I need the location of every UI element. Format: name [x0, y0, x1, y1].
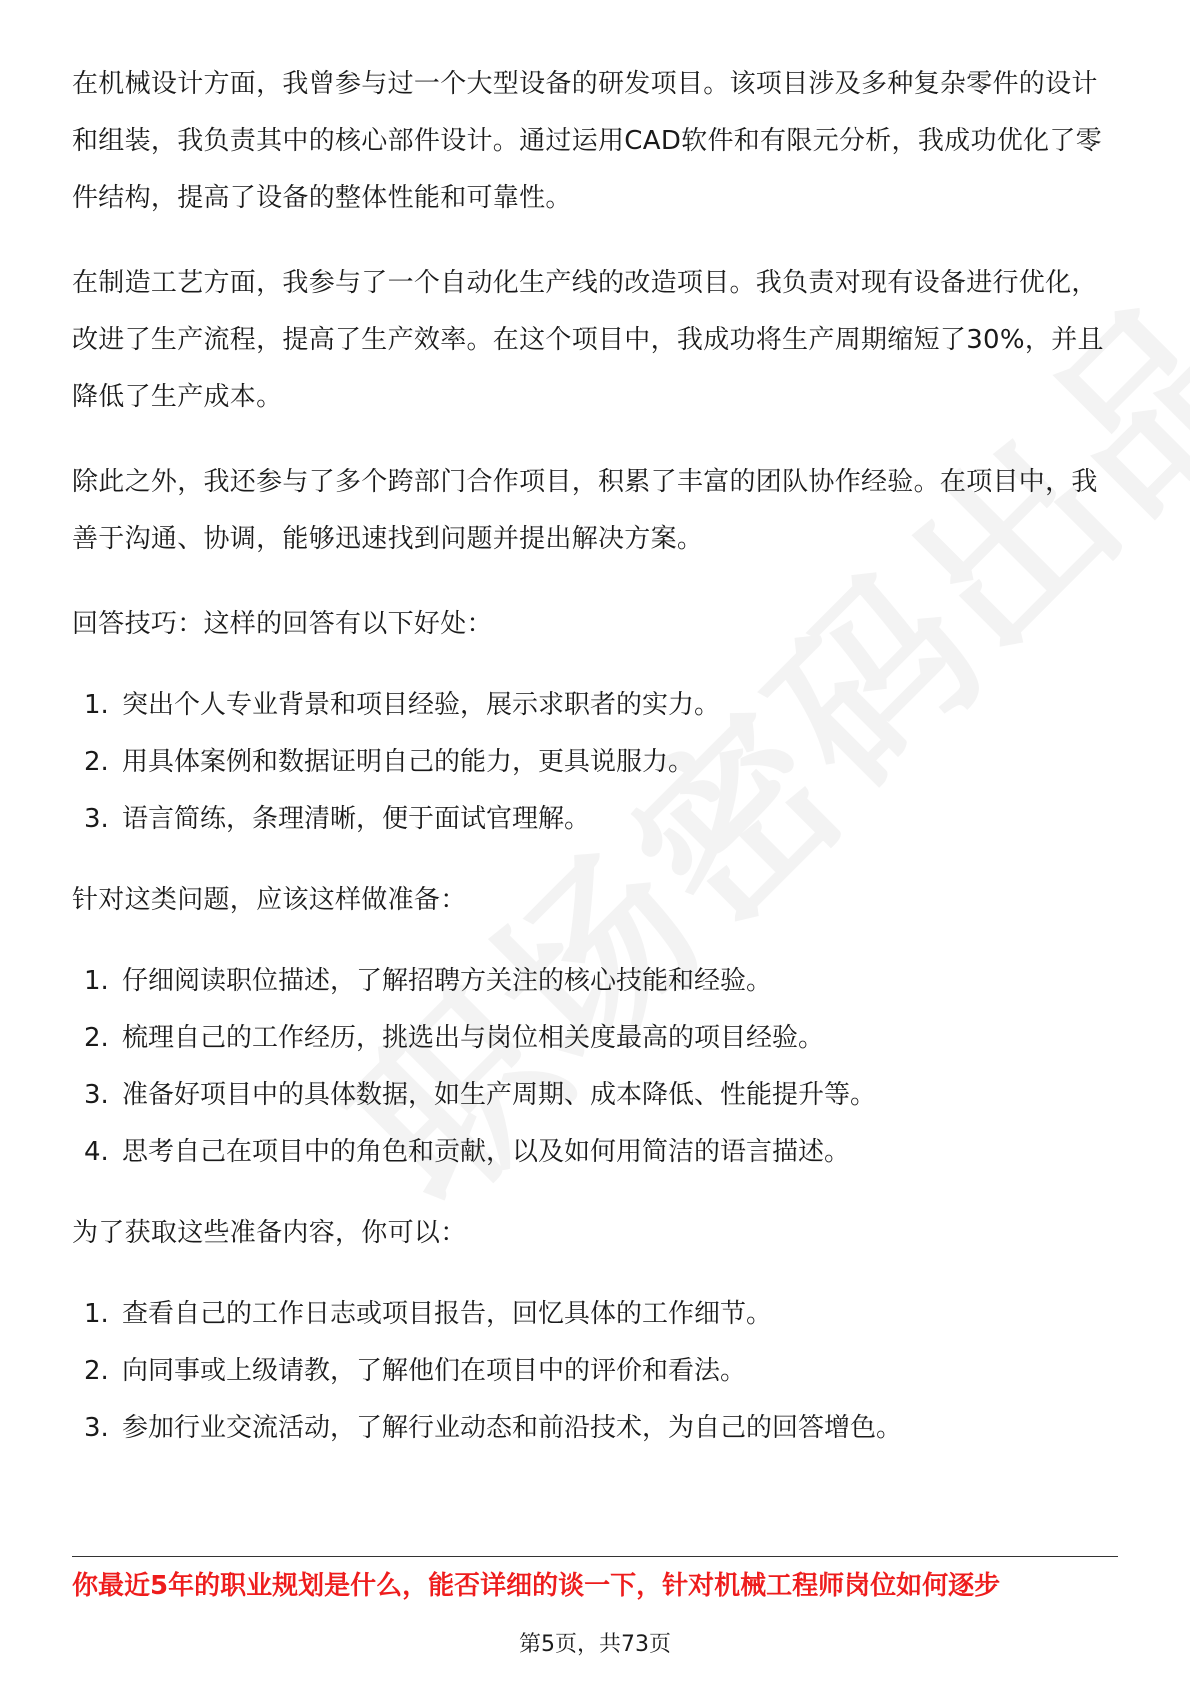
list-item: 1. 查看自己的工作日志或项目报告，回忆具体的工作细节。: [84, 1299, 773, 1329]
prepare-list: [72, 953, 1122, 1181]
prepare-heading: 针对这类问题，应该这样做准备：: [72, 885, 467, 915]
list-item: 2. 用具体案例和数据证明自己的能力，更具说服力。: [84, 747, 695, 777]
obtain-list: [72, 1286, 1122, 1457]
list-item: 1. 仔细阅读职位描述，了解招聘方关注的核心技能和经验。: [84, 966, 773, 996]
page-number: 第5页，共73页: [519, 1632, 671, 1657]
list-item: 2. 梳理自己的工作经历，挑选出与岗位相关度最高的项目经验。: [84, 1023, 825, 1053]
tips-heading: 回答技巧：这样的回答有以下好处：: [72, 609, 493, 639]
next-question-heading: 你最近5年的职业规划是什么，能否详细的谈一下，针对机械工程师岗位如何逐步: [72, 1571, 1001, 1601]
tips-list: [72, 677, 1122, 848]
paragraph-teamwork: 除此之外，我还参与了多个跨部门合作项目，积累了丰富的团队协作经验。在项目中，我善于沟通、协调，能够迅速找到问题并提出解决方案。: [72, 467, 1098, 554]
page-content: [72, 56, 1122, 1457]
obtain-heading: 为了获取这些准备内容，你可以：: [72, 1218, 467, 1248]
list-item: 1. 突出个人专业背景和项目经验，展示求职者的实力。: [84, 690, 721, 720]
paragraph-manufacturing-process: 在制造工艺方面，我参与了一个自动化生产线的改造项目。我负责对现有设备进行优化，改进了生产流程，提高了生产效率。在这个项目中，我成功将生产周期缩短了30%，并且降低了生产成本。: [72, 268, 1104, 412]
list-item: 2. 向同事或上级请教，了解他们在项目中的评价和看法。: [84, 1356, 747, 1386]
paragraph-mechanical-design: 在机械设计方面，我曾参与过一个大型设备的研发项目。该项目涉及多种复杂零件的设计和组装，我负责其中的核心部件设计。通过运用CAD软件和有限元分析，我成功优化了零件结构，提高了设备的整体性能和可靠性。: [72, 69, 1102, 213]
list-item: 4. 思考自己在项目中的角色和贡献，以及如何用简洁的语言描述。: [84, 1137, 851, 1167]
list-item: 3. 准备好项目中的具体数据，如生产周期、成本降低、性能提升等。: [84, 1080, 877, 1110]
list-item: 3. 语言简练，条理清晰，便于面试官理解。: [84, 804, 591, 834]
list-item: 3. 参加行业交流活动，了解行业动态和前沿技术，为自己的回答增色。: [84, 1413, 903, 1443]
section-divider: [72, 1556, 1118, 1557]
